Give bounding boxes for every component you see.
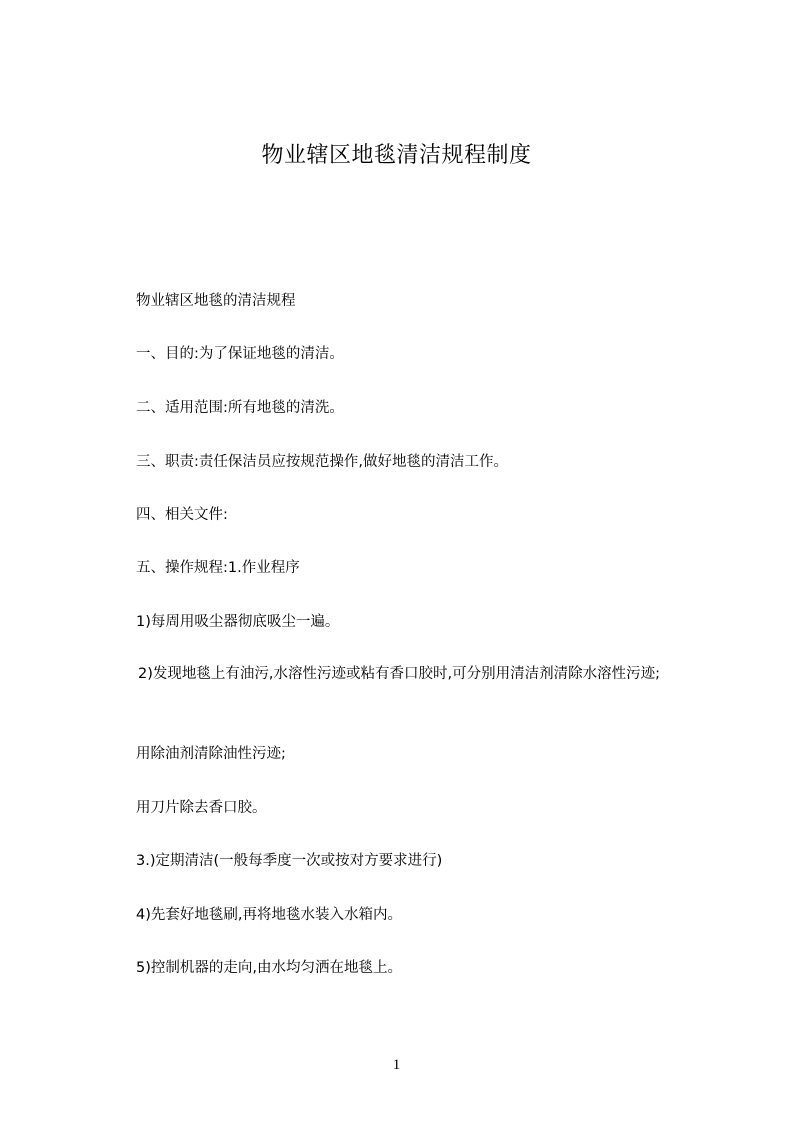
- paragraph-heading: 物业辖区地毯的清洁规程: [136, 293, 296, 309]
- paragraph-gum-removal: 用刀片除去香口胶。: [136, 800, 267, 816]
- paragraph-scope: 二、适用范围:所有地毯的清洗。: [136, 400, 344, 416]
- page-number: 1: [392, 1057, 401, 1073]
- paragraph-step-4: 4)先套好地毯刷,再将地毯水装入水箱内。: [136, 907, 402, 923]
- paragraph-step-5: 5)控制机器的走向,由水均匀洒在地毯上。: [136, 960, 402, 976]
- paragraph-step-2: 2)发现地毯上有油污,水溶性污迹或粘有香口胶时,可分别用清洁剂清除水溶性污迹;: [138, 666, 660, 682]
- document-title: 物业辖区地毯清洁规程制度: [261, 143, 532, 168]
- paragraph-operating-procedure: 五、操作规程:1.作业程序: [136, 560, 300, 576]
- paragraph-oil-stain: 用除油剂清除油性污迹;: [136, 746, 286, 762]
- paragraph-step-3: 3.)定期清洁(一般每季度一次或按对方要求进行): [136, 853, 443, 869]
- paragraph-step-1: 1)每周用吸尘器彻底吸尘一遍。: [136, 614, 340, 630]
- paragraph-related-documents: 四、相关文件:: [136, 507, 228, 523]
- paragraph-purpose: 一、目的:为了保证地毯的清洁。: [136, 346, 344, 362]
- paragraph-responsibility: 三、职责:责任保洁员应按规范操作,做好地毯的清洁工作。: [136, 454, 508, 470]
